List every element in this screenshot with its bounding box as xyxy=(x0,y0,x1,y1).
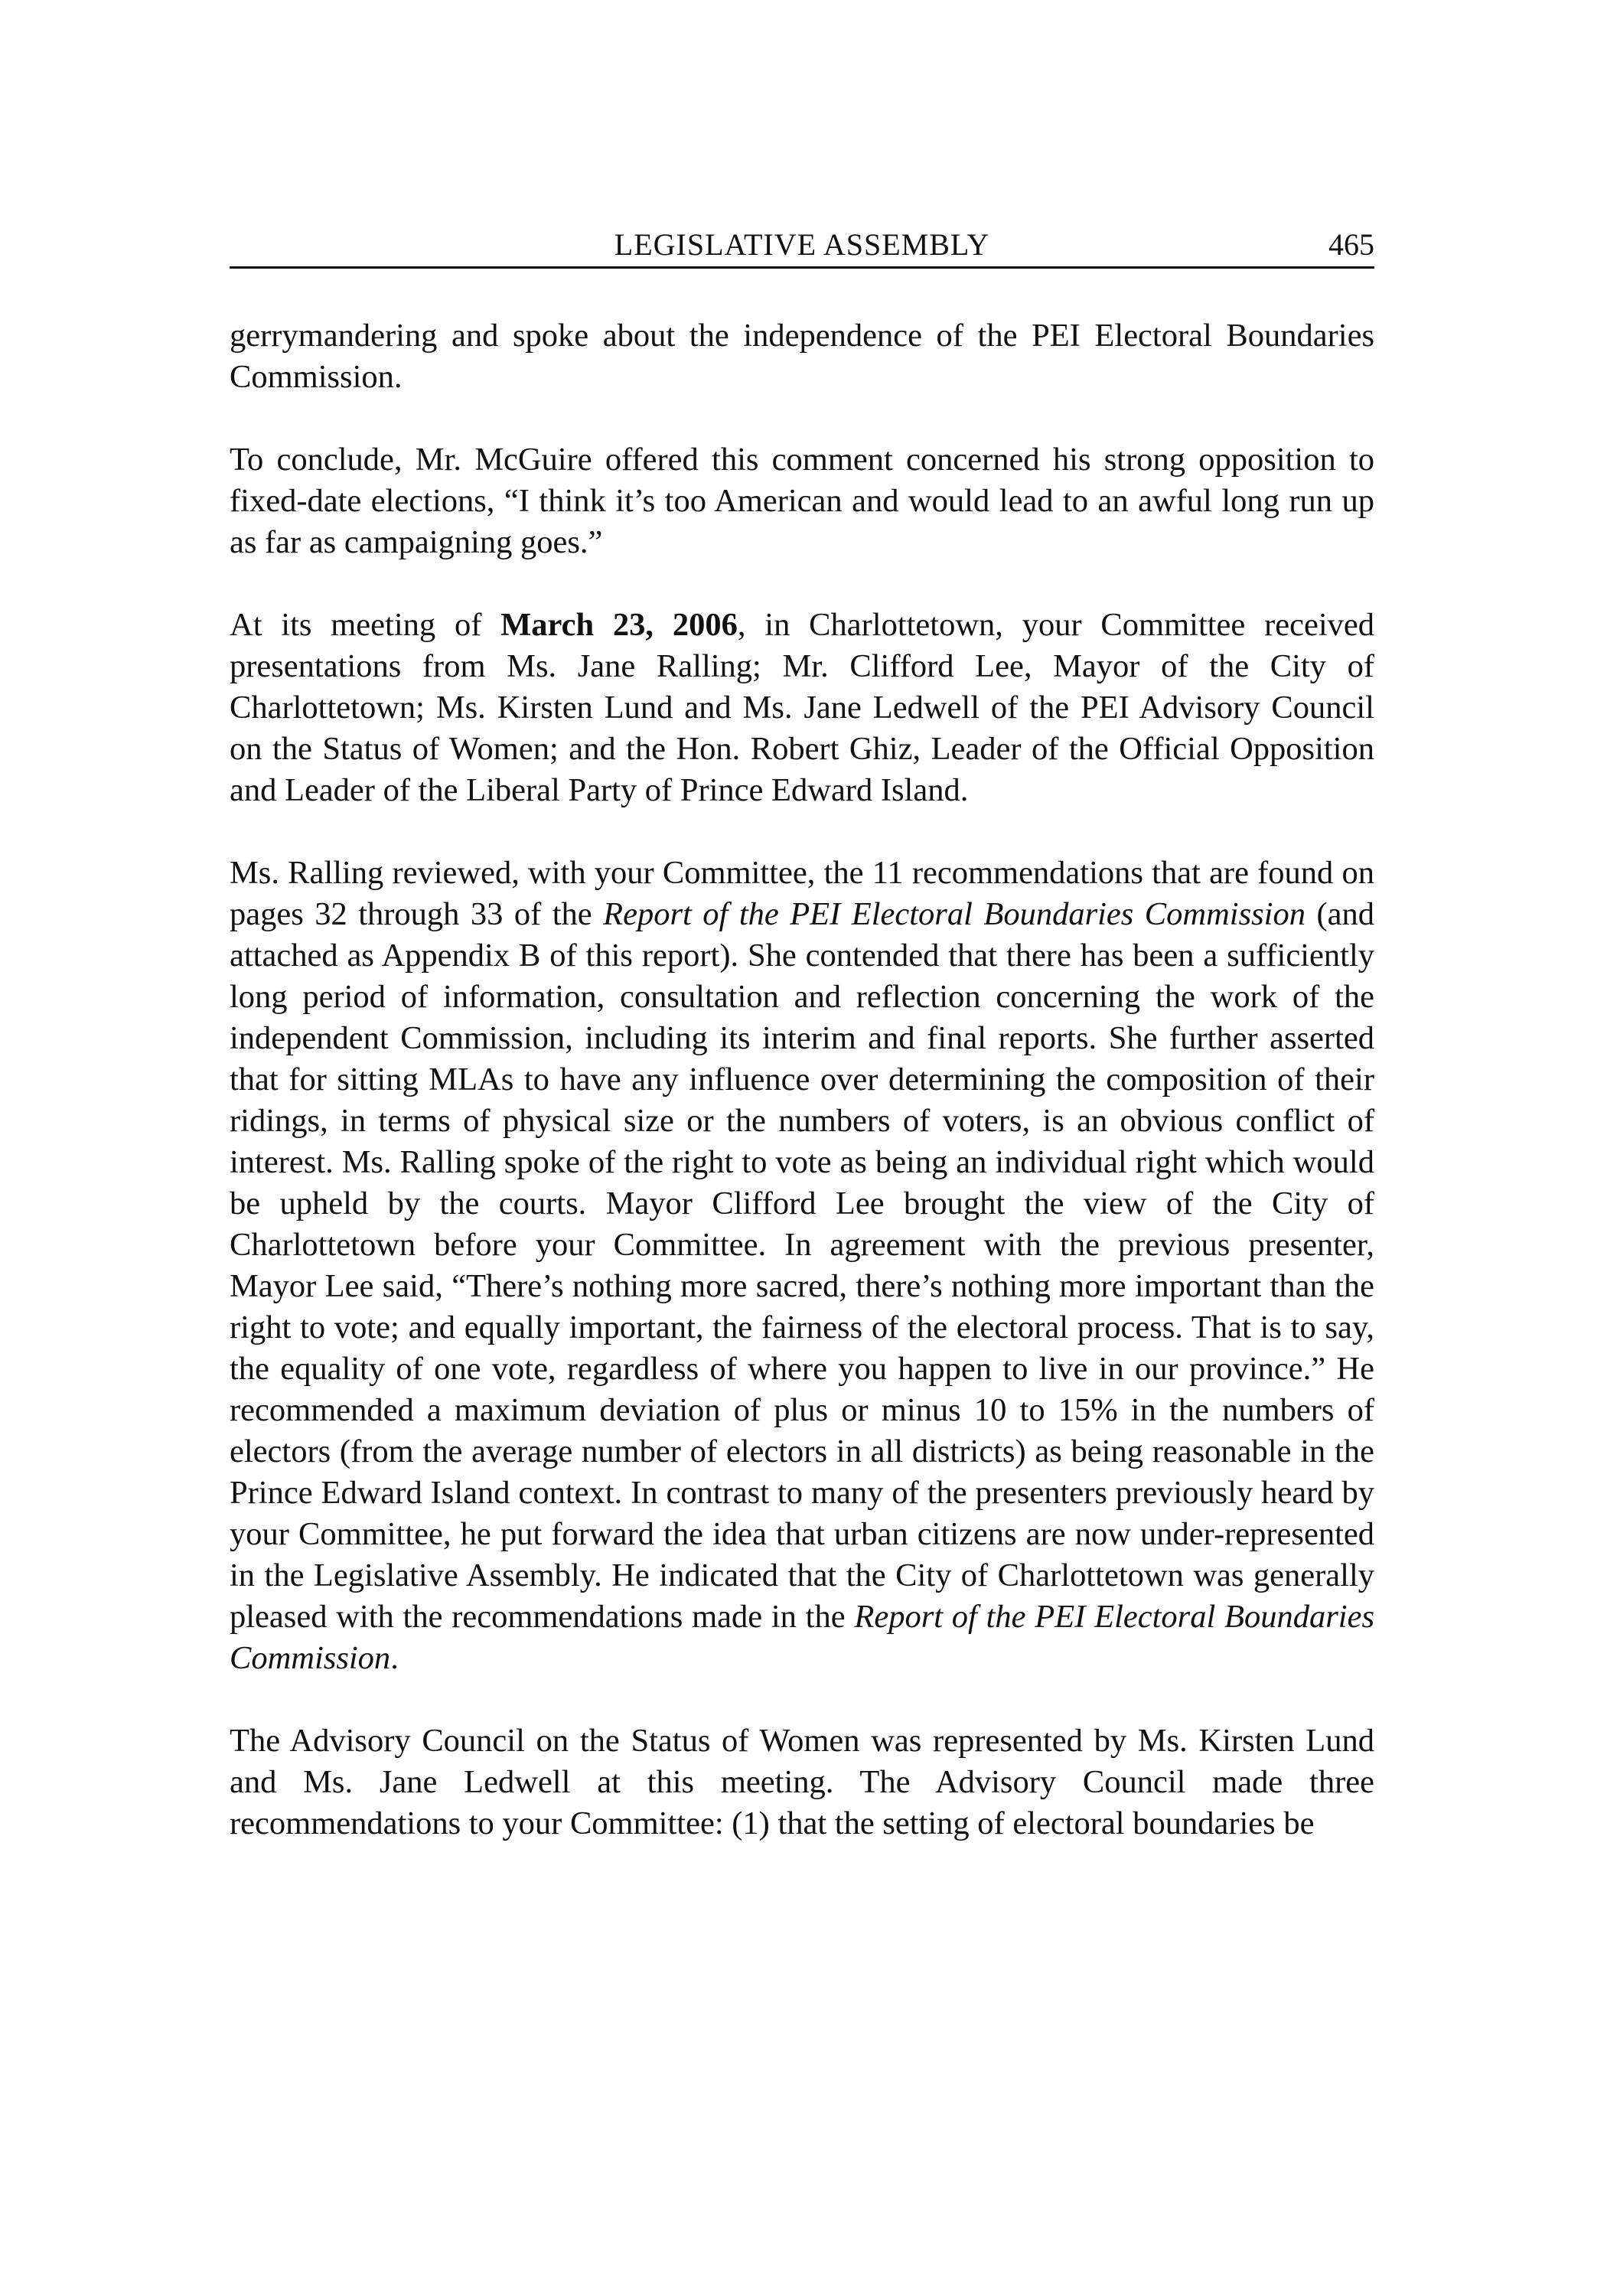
paragraph-3 xyxy=(230,605,1374,811)
paragraph-4 xyxy=(230,853,1374,1679)
header-title: LEGISLATIVE ASSEMBLY xyxy=(614,227,990,262)
paragraph-3-text-start: At its meeting of xyxy=(230,607,501,643)
paragraph-5 xyxy=(230,1720,1374,1844)
report-title-citation-2: Report of the PEI Electoral Boundaries Commission xyxy=(230,1599,1375,1676)
page-number: 465 xyxy=(1328,227,1374,262)
paragraph-4-text-middle: (and attached as Appendix B of this report). She contended that there has been a sufficiently long period of information, consultation and reflection concerning the work of the independent Commission, including its interim and final reports. She further asserted that for sitting MLAs to have any influence over determining the composition of their ridings, in terms of physical size or the numbers of voters, is an obvious conflict of interest. Ms. Ralling spoke of the right to vote as being an individual right which would be upheld by the courts. Mayor Clifford Lee brought the view of the City of Charlottetown before your Committee. In agreement with the previous presenter, Mayor Lee said, “There’s nothing more sacred, there’s nothing more important than the right to vote; and equally important, the fairness of the electoral process. That is to say, the equality of one vote, regardless of where you happen to live in our province.” He recommended a maximum deviation of plus or minus 10 to 15% in the numbers of electors (from the average number of electors in all districts) as being reasonable in the Prince Edward Island context. In contrast to many of the presenters previously heard by your Committee, he put forward the idea that urban citizens are now under-represented in the Legislative Assembly. He indicated that the City of Charlottetown was generally pleased with the recommendations made in the xyxy=(230,896,1374,1635)
paragraph-2 xyxy=(230,439,1374,563)
running-header xyxy=(230,223,1374,266)
paragraph-1-text: gerrymandering and spoke about the independence of the PEI Electoral Boundaries Commission. xyxy=(230,318,1374,395)
paragraph-4-text-start: Ms. Ralling reviewed, with your Committee, the 11 recommendations that are found on pages 32 through 33 of the xyxy=(230,855,1374,932)
paragraph-3-text-end: , in Charlottetown, your Committee received presentations from Ms. Jane Ralling; Mr. Clifford Lee, Mayor of the City of Charlottetown; Ms. Kirsten Lund and Ms. Jane Ledwell of the PEI Advisory Council on the Status of Women; and the Hon. Robert Ghiz, Leader of the Official Opposition and Leader of the Liberal Party of Prince Edward Island. xyxy=(230,607,1374,808)
body-text xyxy=(230,315,1374,1844)
report-title-citation: Report of the PEI Electoral Boundaries Commission xyxy=(603,896,1305,932)
meeting-date: March 23, 2006 xyxy=(500,607,738,643)
paragraph-2-text: To conclude, Mr. McGuire offered this comment concerned his strong opposition to fixed-date elections, “I think it’s too American and would lead to an awful long run up as far as campaigning goes.” xyxy=(230,442,1374,560)
paragraph-4-text-end: . xyxy=(390,1640,399,1676)
header-rule xyxy=(230,266,1374,269)
paragraph-1 xyxy=(230,315,1374,398)
paragraph-5-text: The Advisory Council on the Status of Women was represented by Ms. Kirsten Lund and Ms. Jane Ledwell at this meeting. The Advisory Council made three recommendations to your Committee: (1) that the setting of electoral boundaries be xyxy=(230,1723,1374,1841)
